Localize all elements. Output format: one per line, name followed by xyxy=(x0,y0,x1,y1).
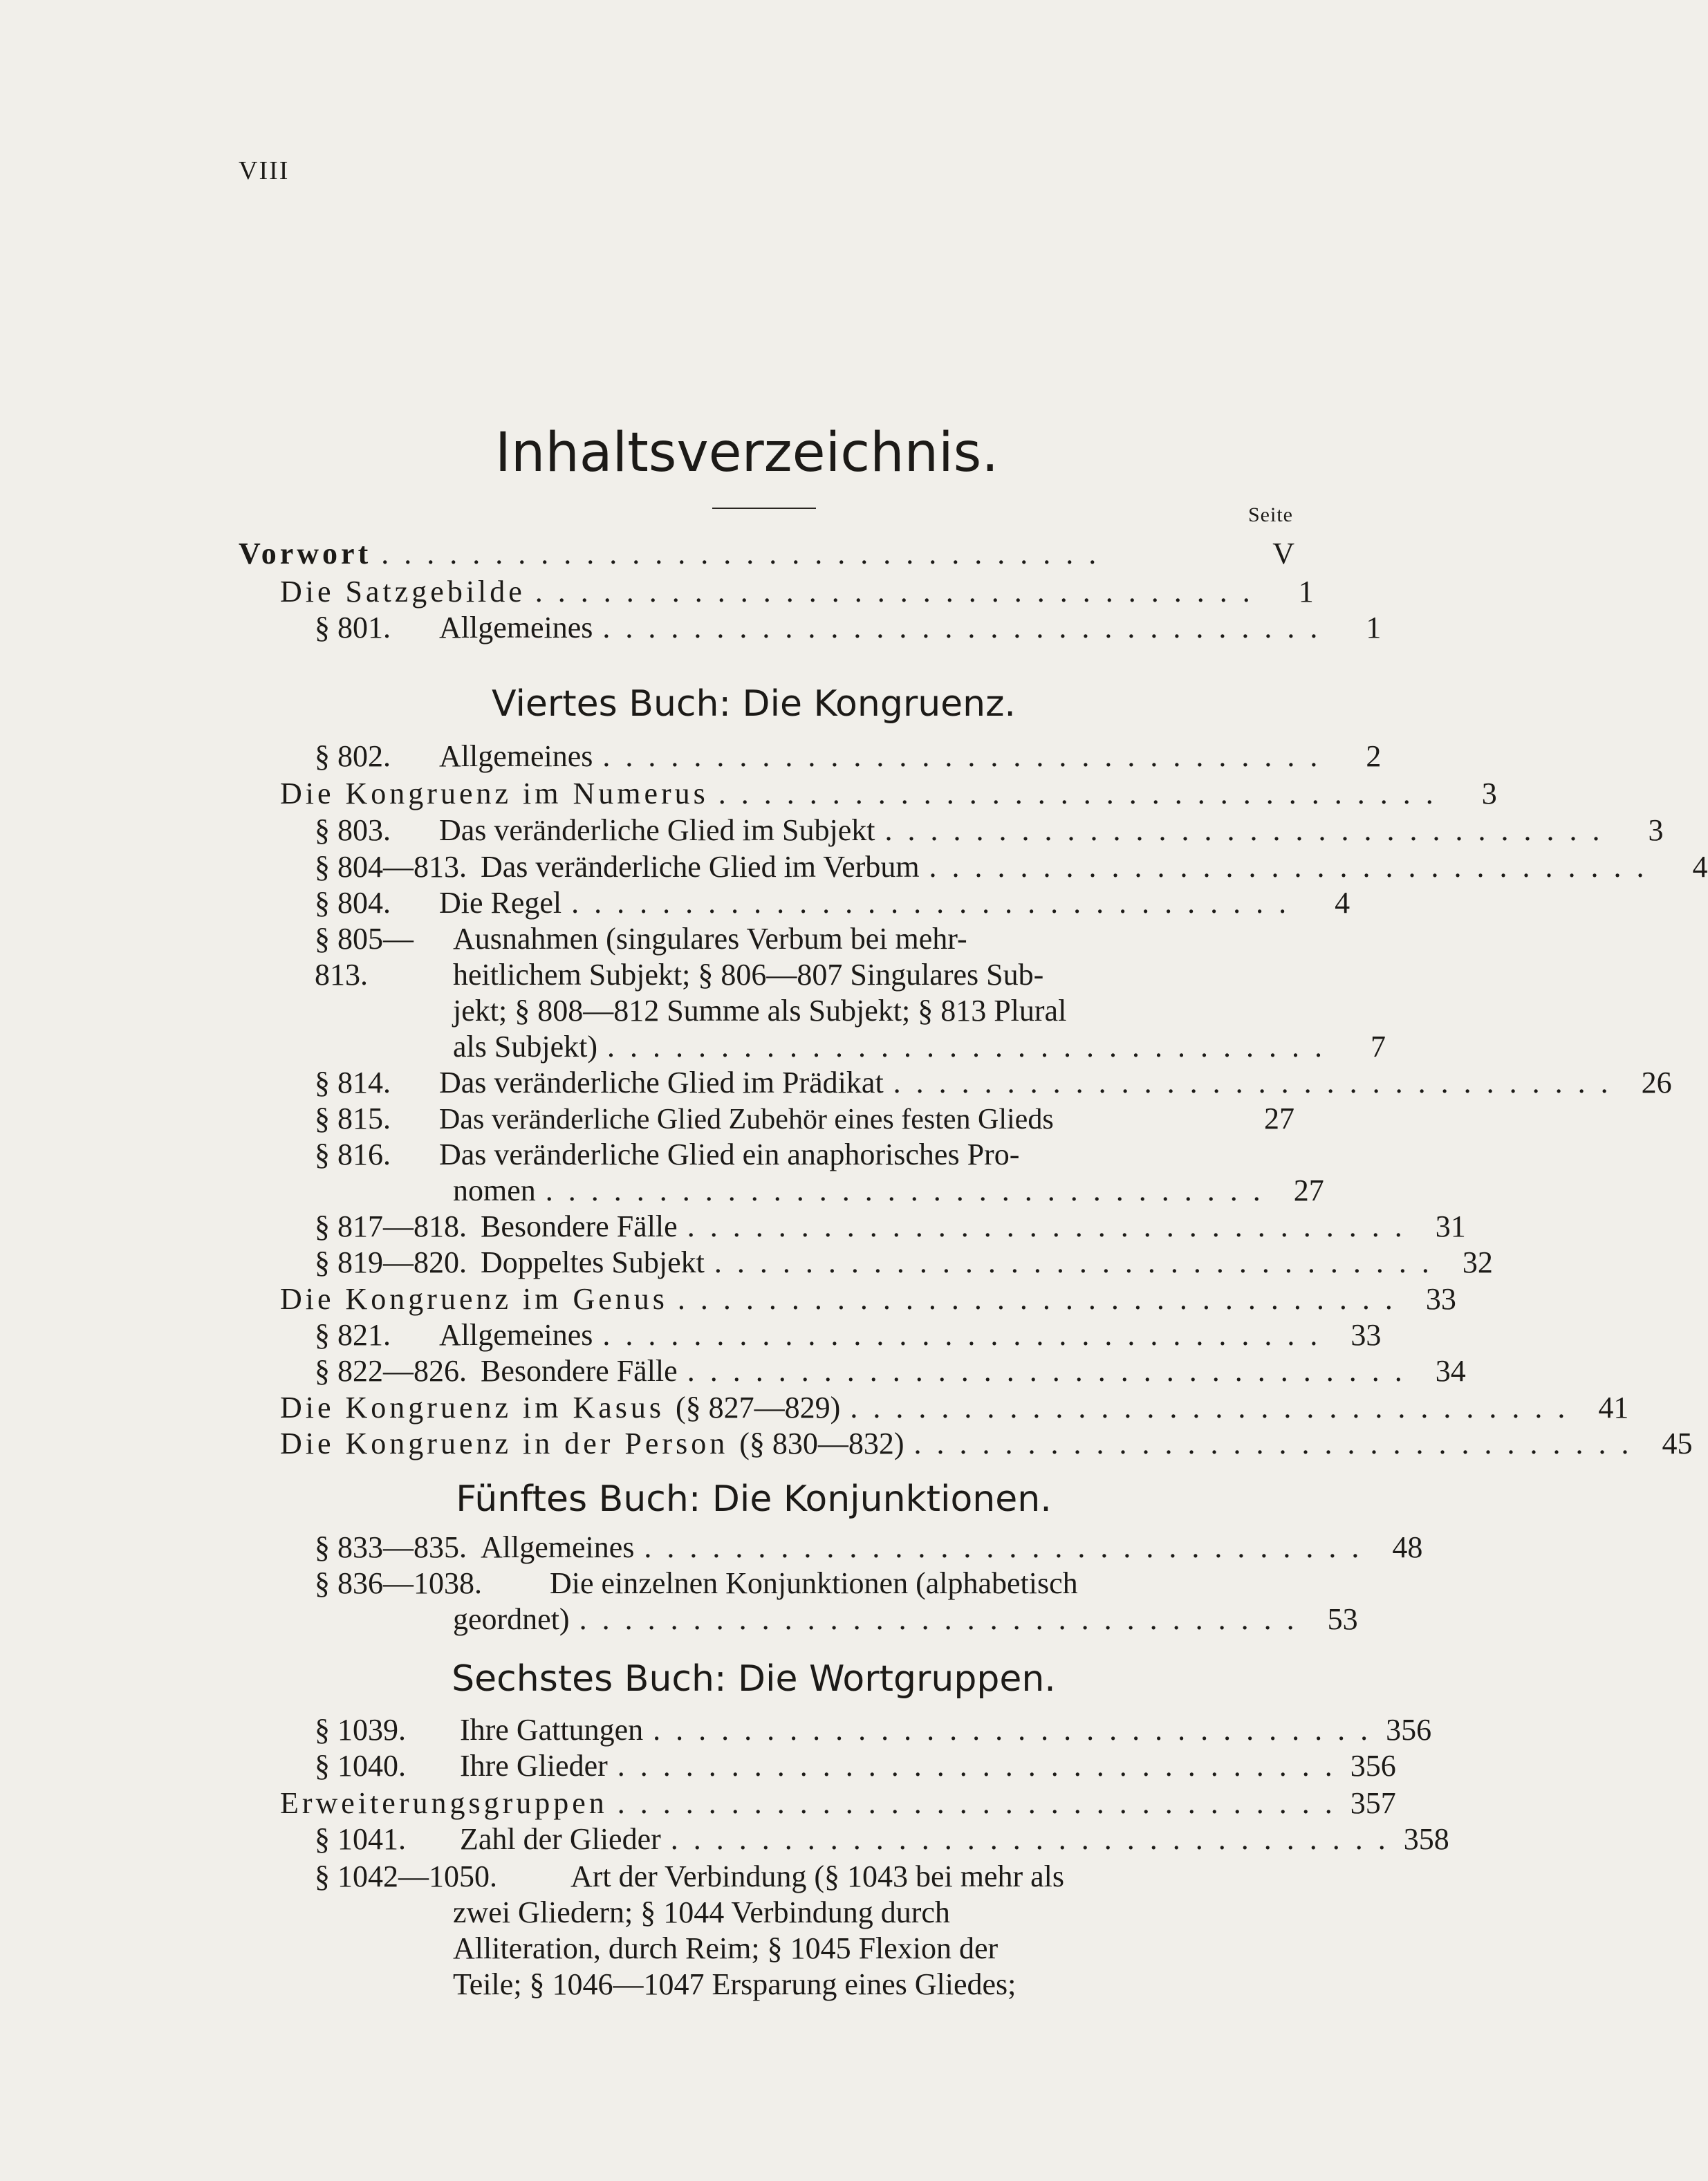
entry-page: 357 xyxy=(1350,1786,1396,1820)
entry-text-line: Das veränderliche Glied ein anaphorisches Pro- xyxy=(439,1138,1020,1171)
toc-entry-1041 xyxy=(315,1821,1449,1857)
leader-dots: ................................ xyxy=(893,1066,1624,1099)
toc-entry-801 xyxy=(315,610,1382,646)
section-number: § 822—826. xyxy=(315,1354,467,1388)
section-number: § 817—818. xyxy=(315,1209,467,1243)
entry-page: 1 xyxy=(1366,611,1382,644)
book-heading-5: Fünftes Buch: Die Konjunktionen. xyxy=(456,1478,1052,1520)
toc-entry-person xyxy=(280,1426,1693,1462)
entry-page: 3 xyxy=(1648,813,1664,847)
section-number: § 803. xyxy=(315,813,391,847)
toc-entry-kasus xyxy=(280,1390,1629,1426)
leader-dots: ................................ xyxy=(602,1318,1333,1352)
entry-page: 32 xyxy=(1462,1245,1493,1279)
entry-page: 4 xyxy=(1692,850,1708,884)
entry-page: 26 xyxy=(1641,1066,1672,1099)
entry-text-line: heitlichem Subjekt; § 806—807 Singulares Sub- xyxy=(453,958,1044,992)
toc-entry-804 xyxy=(315,885,1350,921)
section-number: § 836—1038. xyxy=(315,1566,482,1600)
toc-entry-802 xyxy=(315,739,1382,774)
leader-dots: ................................ xyxy=(602,611,1333,644)
entry-text-line: Art der Verbindung (§ 1043 bei mehr als xyxy=(570,1859,1065,1893)
leader-dots: ................................ xyxy=(617,1786,1348,1820)
entry-label: Das veränderliche Glied im Verbum xyxy=(481,850,920,884)
entry-page: 41 xyxy=(1598,1391,1629,1424)
toc-entry-836-1038-end xyxy=(453,1602,1358,1637)
toc-entry-836-1038 xyxy=(315,1566,1245,1602)
toc-entry-821 xyxy=(315,1317,1382,1353)
toc-entry-833-835 xyxy=(315,1530,1423,1566)
leader-dots: ................................ xyxy=(545,1173,1276,1207)
entry-page: 356 xyxy=(1350,1749,1396,1783)
entry-text-line: nomen xyxy=(453,1173,536,1207)
entry-page: 3 xyxy=(1481,777,1497,810)
entry-text-line: Ausnahmen (singulares Verbum bei mehr- xyxy=(453,922,967,956)
entry-label: Besondere Fälle xyxy=(481,1354,678,1388)
toc-entry-vorwort xyxy=(239,536,1294,572)
section-number: § 1039. xyxy=(315,1713,406,1747)
entry-label: Ihre Glieder xyxy=(460,1749,608,1783)
entry-label: Ihre Gattungen xyxy=(460,1713,644,1747)
entry-label: Das veränderliche Glied im Prädikat xyxy=(439,1066,884,1099)
section-number: § 801. xyxy=(315,611,391,644)
leader-dots: ................................ xyxy=(687,1209,1418,1243)
section-number: § 802. xyxy=(315,739,391,773)
entry-label: Erweiterungsgruppen xyxy=(280,1786,608,1820)
toc-entry-erweiterungsgruppen xyxy=(280,1785,1396,1821)
entry-text-line: Teile; § 1046—1047 Ersparung eines Gliedes; xyxy=(453,1967,1017,2001)
page-title: Inhaltsverzeichnis. xyxy=(494,422,999,484)
leader-dots: ................................ xyxy=(884,813,1615,847)
page-number: VIII xyxy=(239,156,290,185)
toc-entry-815 xyxy=(315,1101,1294,1138)
entry-page: 31 xyxy=(1435,1209,1466,1243)
leader-dots: ................................ xyxy=(850,1391,1581,1424)
entry-label: Die Satzgebilde xyxy=(280,575,526,609)
toc-entry-816 xyxy=(315,1137,1245,1173)
leader-dots: ................................ xyxy=(929,850,1660,884)
entry-page: 358 xyxy=(1403,1822,1449,1856)
section-number: § 833—835. xyxy=(315,1530,467,1564)
entry-label: Die Kongruenz im Genus xyxy=(280,1282,668,1316)
entry-page: 7 xyxy=(1370,1030,1386,1064)
entry-text-line: geordnet) xyxy=(453,1602,570,1636)
entry-label: Die Kongruenz in der Person xyxy=(280,1427,729,1460)
toc-entry-1039 xyxy=(315,1712,1432,1748)
toc-entry-817-818 xyxy=(315,1209,1466,1245)
toc-entry-satzgebilde xyxy=(280,574,1314,610)
entry-page: V xyxy=(1272,537,1294,570)
seite-label: Seite xyxy=(1248,503,1293,526)
leader-dots: ................................ xyxy=(718,777,1449,810)
section-number: § 814. xyxy=(315,1066,391,1099)
leader-dots: ................................ xyxy=(381,537,1112,570)
entry-label: Besondere Fälle xyxy=(481,1209,678,1243)
entry-label: Vorwort xyxy=(239,537,372,570)
toc-entry-816-end xyxy=(453,1173,1324,1209)
entry-text-line: als Subjekt) xyxy=(453,1030,597,1064)
leader-dots: ................................ xyxy=(714,1245,1445,1279)
toc-entry-804-813 xyxy=(315,849,1708,885)
toc-entry-814 xyxy=(315,1065,1672,1101)
entry-page: 48 xyxy=(1392,1530,1423,1564)
entry-label: Zahl der Glieder xyxy=(460,1822,661,1856)
section-number: § 1040. xyxy=(315,1749,406,1783)
leader-dots: ................................ xyxy=(579,1602,1310,1636)
book-heading-4: Viertes Buch: Die Kongruenz. xyxy=(492,683,1016,725)
section-number: § 805—813. xyxy=(315,922,414,992)
entry-page: 27 xyxy=(1293,1173,1324,1207)
toc-entry-805-813-end xyxy=(453,1029,1386,1065)
toc-entry-1040 xyxy=(315,1748,1396,1784)
leader-dots: ................................ xyxy=(687,1354,1418,1388)
entry-page: 34 xyxy=(1435,1354,1466,1388)
title-rule xyxy=(712,508,816,509)
entry-label: Allgemeines xyxy=(439,739,593,773)
book-heading-6: Sechstes Buch: Die Wortgruppen. xyxy=(452,1658,1056,1700)
toc-entry-822-826 xyxy=(315,1353,1466,1389)
leader-dots: ................................ xyxy=(653,1713,1384,1747)
entry-text-line: Die einzelnen Konjunktionen (alphabetisch xyxy=(550,1566,1078,1600)
section-number: § 821. xyxy=(315,1318,391,1352)
leader-dots: ................................ xyxy=(602,739,1333,773)
entry-label: Das veränderliche Glied im Subjekt xyxy=(439,813,875,847)
section-number: § 1041. xyxy=(315,1822,406,1856)
leader-dots: ................................ xyxy=(913,1427,1644,1460)
entry-reference: (§ 827—829) xyxy=(676,1391,841,1424)
entry-label: Die Kongruenz im Kasus xyxy=(280,1391,665,1424)
leader-dots: ................................ xyxy=(644,1530,1375,1564)
entry-text-line: jekt; § 808—812 Summe als Subjekt; § 813 Plural xyxy=(453,994,1067,1028)
leader-dots: ................................ xyxy=(617,1749,1348,1783)
leader-dots: ................................ xyxy=(670,1822,1401,1856)
entry-label: Allgemeines xyxy=(439,611,593,644)
entry-label: Das veränderliche Glied Zubehör eines festen Glieds xyxy=(439,1104,1054,1135)
entry-text-line: zwei Gliedern; § 1044 Verbindung durch xyxy=(453,1895,950,1929)
entry-label: Allgemeines xyxy=(481,1530,635,1564)
entry-page: 45 xyxy=(1662,1427,1693,1460)
entry-label: Die Regel xyxy=(439,886,562,920)
entry-label: Doppeltes Subjekt xyxy=(481,1245,705,1279)
entry-page: 27 xyxy=(1264,1102,1294,1135)
section-number: § 1042—1050. xyxy=(315,1859,497,1893)
leader-dots: ................................ xyxy=(535,575,1265,609)
toc-entry-genus xyxy=(280,1281,1456,1317)
toc-entry-numerus xyxy=(280,776,1497,812)
section-number: § 804. xyxy=(315,886,391,920)
entry-page: 4 xyxy=(1335,886,1350,920)
entry-page: 1 xyxy=(1298,575,1314,609)
section-number: § 804—813. xyxy=(315,850,467,884)
entry-label: Die Kongruenz im Numerus xyxy=(280,777,709,810)
leader-dots: ................................ xyxy=(677,1282,1408,1316)
toc-entry-803 xyxy=(315,813,1664,848)
section-number: § 815. xyxy=(315,1102,391,1135)
entry-text-line: Alliteration, durch Reim; § 1045 Flexion der xyxy=(453,1931,999,1965)
toc-entry-1042-1050 xyxy=(315,1859,1245,1895)
leader-dots: ................................ xyxy=(571,886,1302,920)
entry-reference: (§ 830—832) xyxy=(739,1427,904,1460)
toc-entry-819-820 xyxy=(315,1245,1493,1281)
section-number: § 819—820. xyxy=(315,1245,467,1279)
entry-page: 33 xyxy=(1350,1318,1382,1352)
entry-label: Allgemeines xyxy=(439,1318,593,1352)
leader-dots: ................................ xyxy=(606,1030,1337,1064)
entry-page: 356 xyxy=(1386,1713,1432,1747)
entry-page: 53 xyxy=(1327,1602,1358,1636)
section-number: § 816. xyxy=(315,1138,391,1171)
entry-page: 33 xyxy=(1425,1282,1456,1316)
entry-page: 2 xyxy=(1366,739,1382,773)
